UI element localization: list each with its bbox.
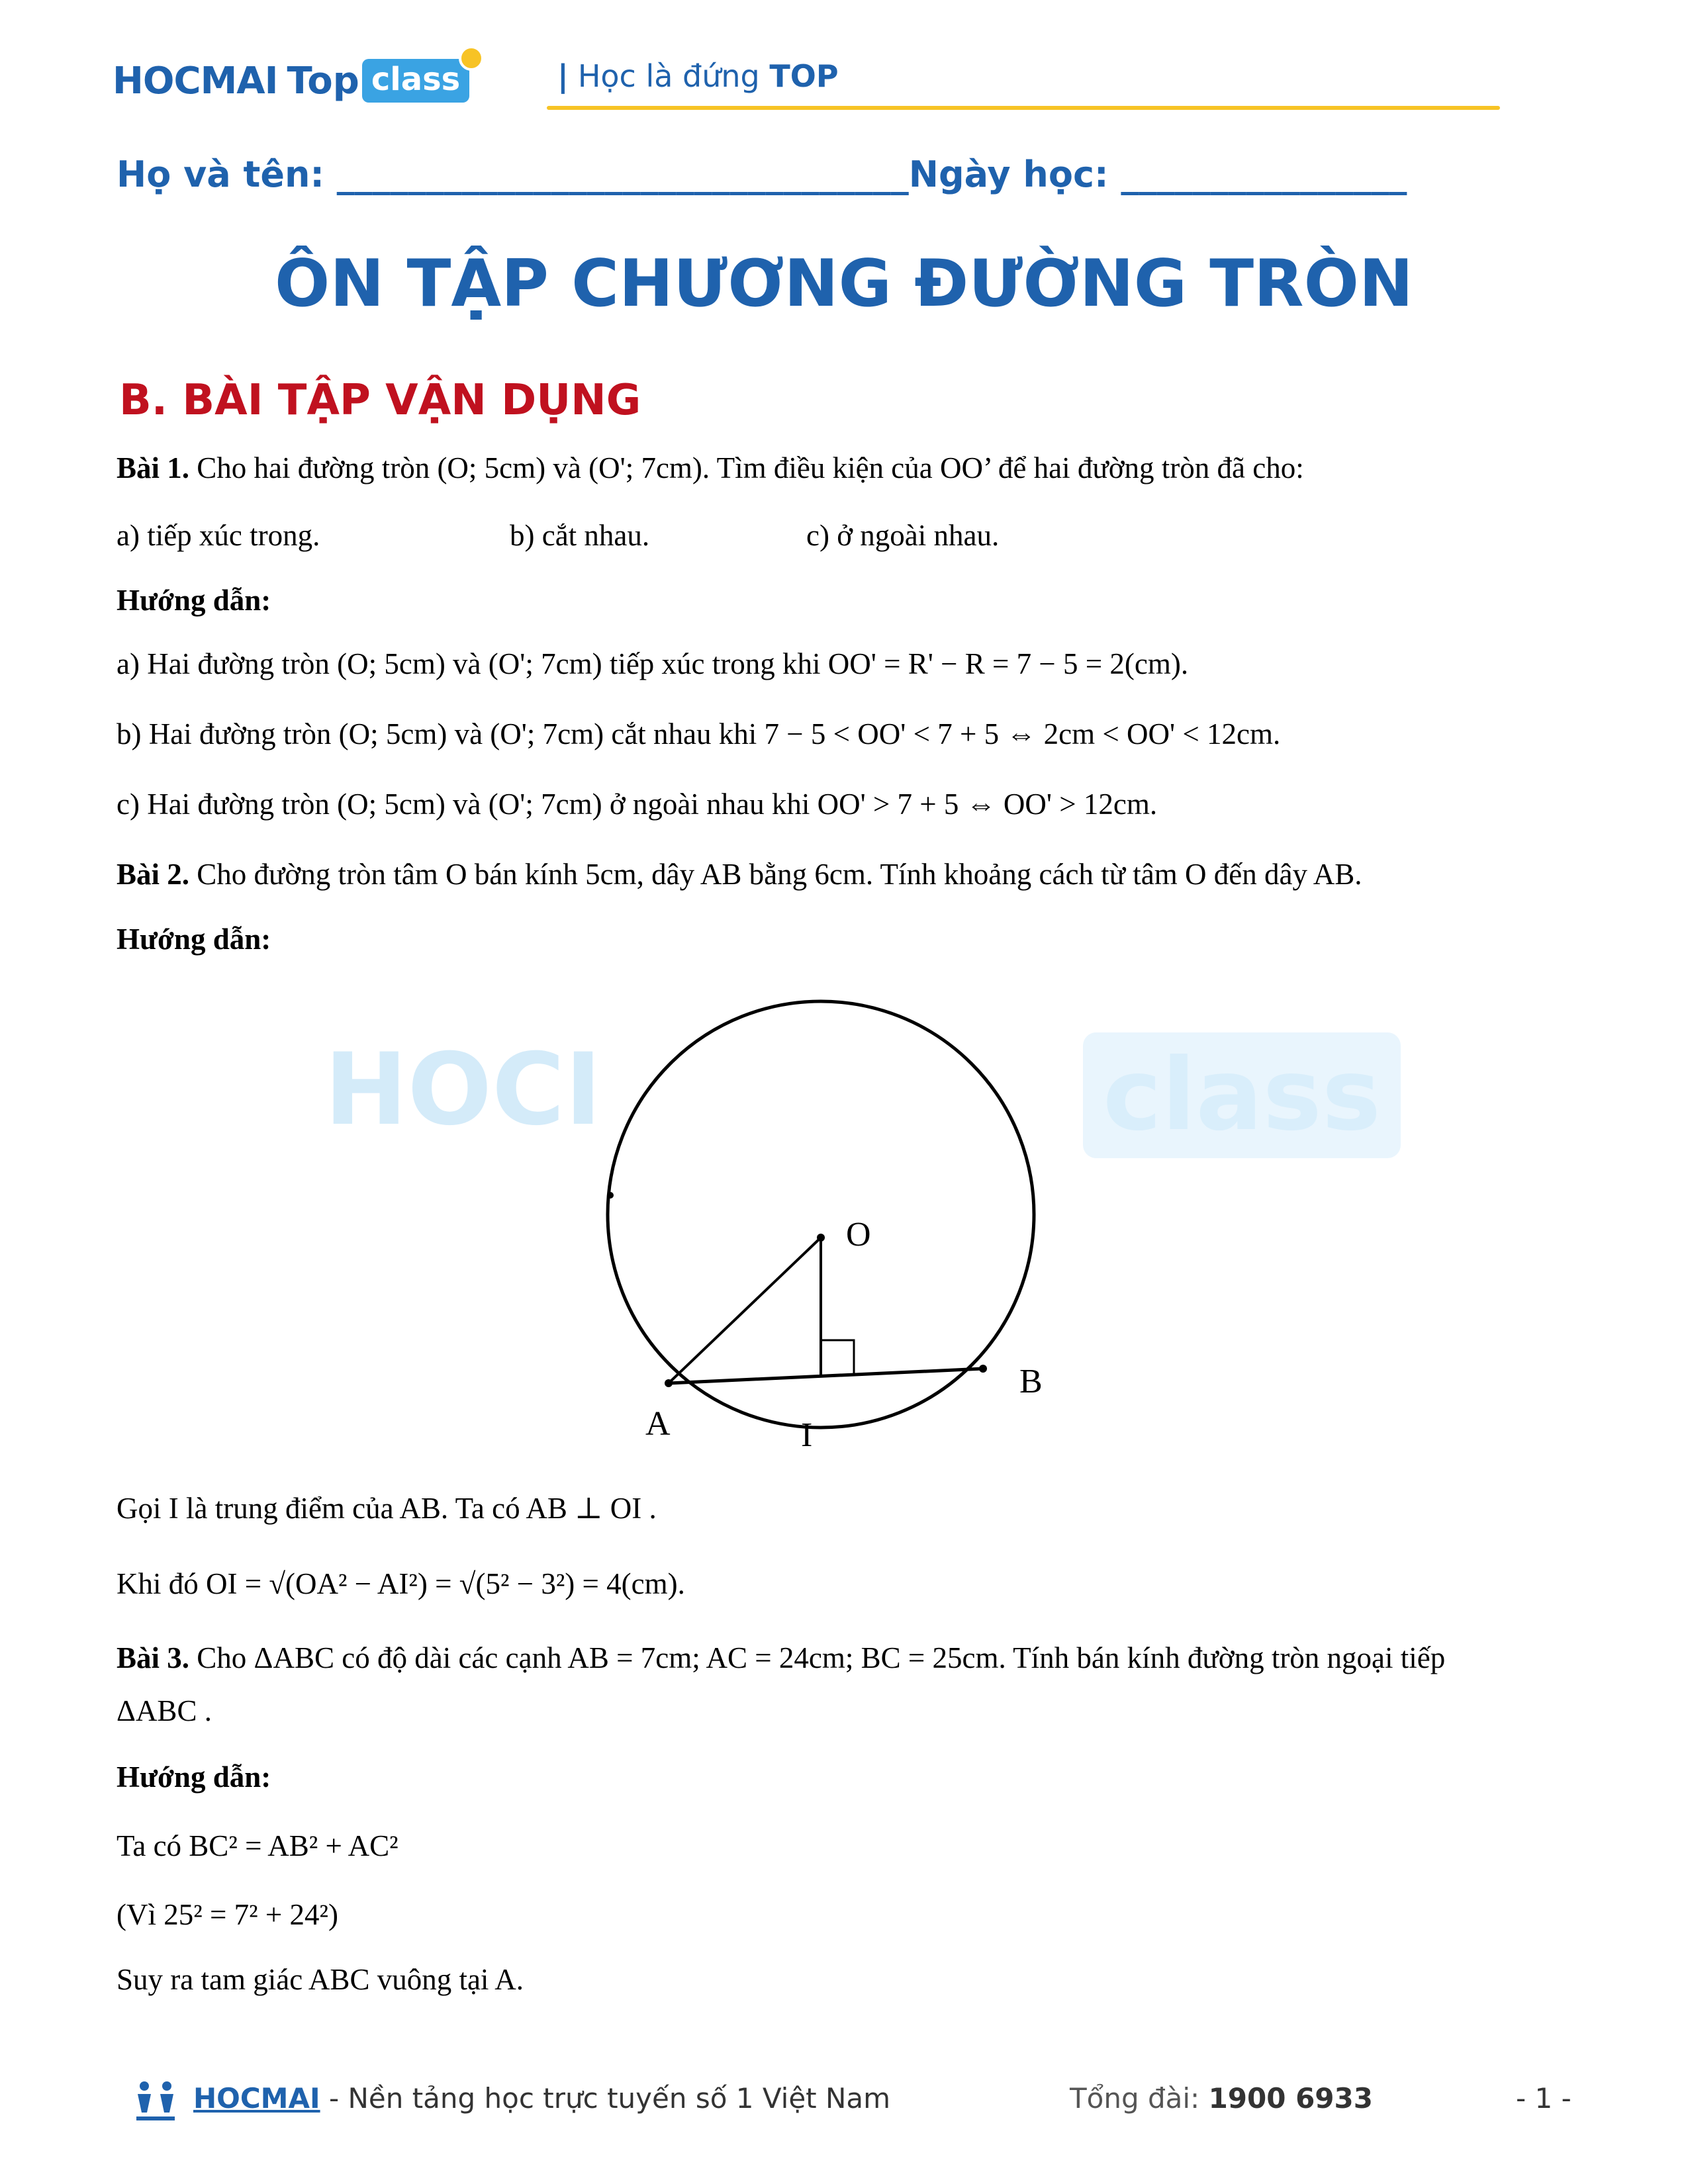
logo-class-badge <box>362 59 469 103</box>
slogan-bold: TOP <box>769 58 839 94</box>
bai2-guide: Hướng dẫn: <box>117 923 271 956</box>
bai1-question <box>117 450 1304 486</box>
slogan-underline <box>547 106 1500 110</box>
slogan <box>557 58 839 94</box>
point-o <box>817 1234 825 1242</box>
page-footer <box>0 2078 1688 2118</box>
logo-hocmai-text: HOCMAI <box>113 59 278 103</box>
hotline-label: Tổng đài: <box>1070 2082 1209 2115</box>
footer-tagline: - Nền tảng học trực tuyến số 1 Việt Nam <box>320 2082 891 2115</box>
bai3-guide: Hướng dẫn: <box>117 1760 271 1794</box>
logo-top-text: Top <box>287 59 359 103</box>
page-number: - 1 - <box>1516 2082 1571 2115</box>
hotline-number: 1900 6933 <box>1208 2082 1373 2115</box>
bai1-opt-a: a) tiếp xúc trong. <box>117 519 320 552</box>
point-mark <box>607 1192 614 1199</box>
bai3-question-cont: ΔABC . <box>117 1694 212 1727</box>
bai2-sol2: Khi đó OI = √(OA² − AI²) = √(5² − 3²) = 4(cm). <box>117 1567 685 1600</box>
bai3-question <box>117 1640 1445 1676</box>
name-date-row: Họ và tên: ________________________________Ngày học: ________________ <box>117 154 1407 195</box>
section-heading: B. BÀI TẬP VẬN DỤNG <box>119 376 641 425</box>
sun-icon <box>459 46 484 71</box>
bai1-text: Cho hai đường tròn (O; 5cm) và (O'; 7cm). Tìm điều kiện của OO’ để hai đường tròn đã cho: <box>189 451 1304 484</box>
bai1-ans-c: c) Hai đường tròn (O; 5cm) và (O'; 7cm) ở ngoài nhau khi OO' > 7 + 5 ⇔ OO' > 12cm. <box>117 788 1158 821</box>
bai2-text: Cho đường tròn tâm O bán kính 5cm, dây AB bằng 6cm. Tính khoảng cách từ tâm O đến dây AB. <box>189 858 1362 891</box>
watermark-class: class <box>1083 1032 1401 1158</box>
bai3-text: Cho ΔABC có độ dài các cạnh AB = 7cm; AC = 24cm; BC = 25cm. Tính bán kính đường tròn ngoại tiếp <box>189 1641 1446 1674</box>
bai2-question <box>117 856 1362 892</box>
chord-ab <box>669 1369 983 1383</box>
circle-figure <box>583 986 1059 1449</box>
segment-oa <box>669 1238 821 1383</box>
point-b <box>979 1365 987 1373</box>
bai3-sol1: Ta có BC² = AB² + AC² <box>117 1829 399 1862</box>
logo-class-text: class <box>371 61 461 98</box>
bai1-ans-b: b) Hai đường tròn (O; 5cm) và (O'; 7cm) cắt nhau khi 7 − 5 < OO' < 7 + 5 ⇔ 2cm < OO' < 12cm. <box>117 717 1281 751</box>
bai1-guide: Hướng dẫn: <box>117 584 271 617</box>
page-title: ÔN TẬP CHƯƠNG ĐƯỜNG TRÒN <box>275 246 1413 322</box>
label-o: O <box>846 1216 871 1253</box>
bai3-sol3: Suy ra tam giác ABC vuông tại A. <box>117 1963 524 1996</box>
bai1-opt-b: b) cắt nhau. <box>510 519 650 552</box>
watermark-hocmai: HOCI <box>324 1032 602 1148</box>
hocmai-people-icon <box>132 2078 179 2124</box>
point-a <box>665 1379 673 1387</box>
bai3-sol2: (Vì 25² = 7² + 24²) <box>117 1898 338 1931</box>
bai1-label: Bài 1. <box>117 451 190 484</box>
label-b: B <box>1019 1363 1043 1400</box>
bai2-sol1: Gọi I là trung điểm của AB. Ta có AB ⊥ OI . <box>117 1492 657 1525</box>
hocmai-topclass-logo <box>113 54 469 107</box>
label-i: I <box>801 1416 813 1449</box>
bai1-ans-a: a) Hai đường tròn (O; 5cm) và (O'; 7cm) tiếp xúc trong khi OO' = R' − R = 7 − 5 = 2(cm). <box>117 647 1189 680</box>
footer-brand[interactable]: HOCMAI <box>193 2082 320 2115</box>
right-angle-mark <box>821 1340 854 1375</box>
bai3-label: Bài 3. <box>117 1641 190 1674</box>
bai2-label: Bài 2. <box>117 858 190 891</box>
footer-brand-line <box>193 2082 890 2115</box>
footer-hotline <box>1070 2082 1373 2115</box>
bai1-opt-c: c) ở ngoài nhau. <box>806 519 1000 552</box>
slogan-prefix: Học là đứng <box>577 58 760 94</box>
slogan-divider: | <box>557 58 569 94</box>
label-a: A <box>645 1405 671 1443</box>
